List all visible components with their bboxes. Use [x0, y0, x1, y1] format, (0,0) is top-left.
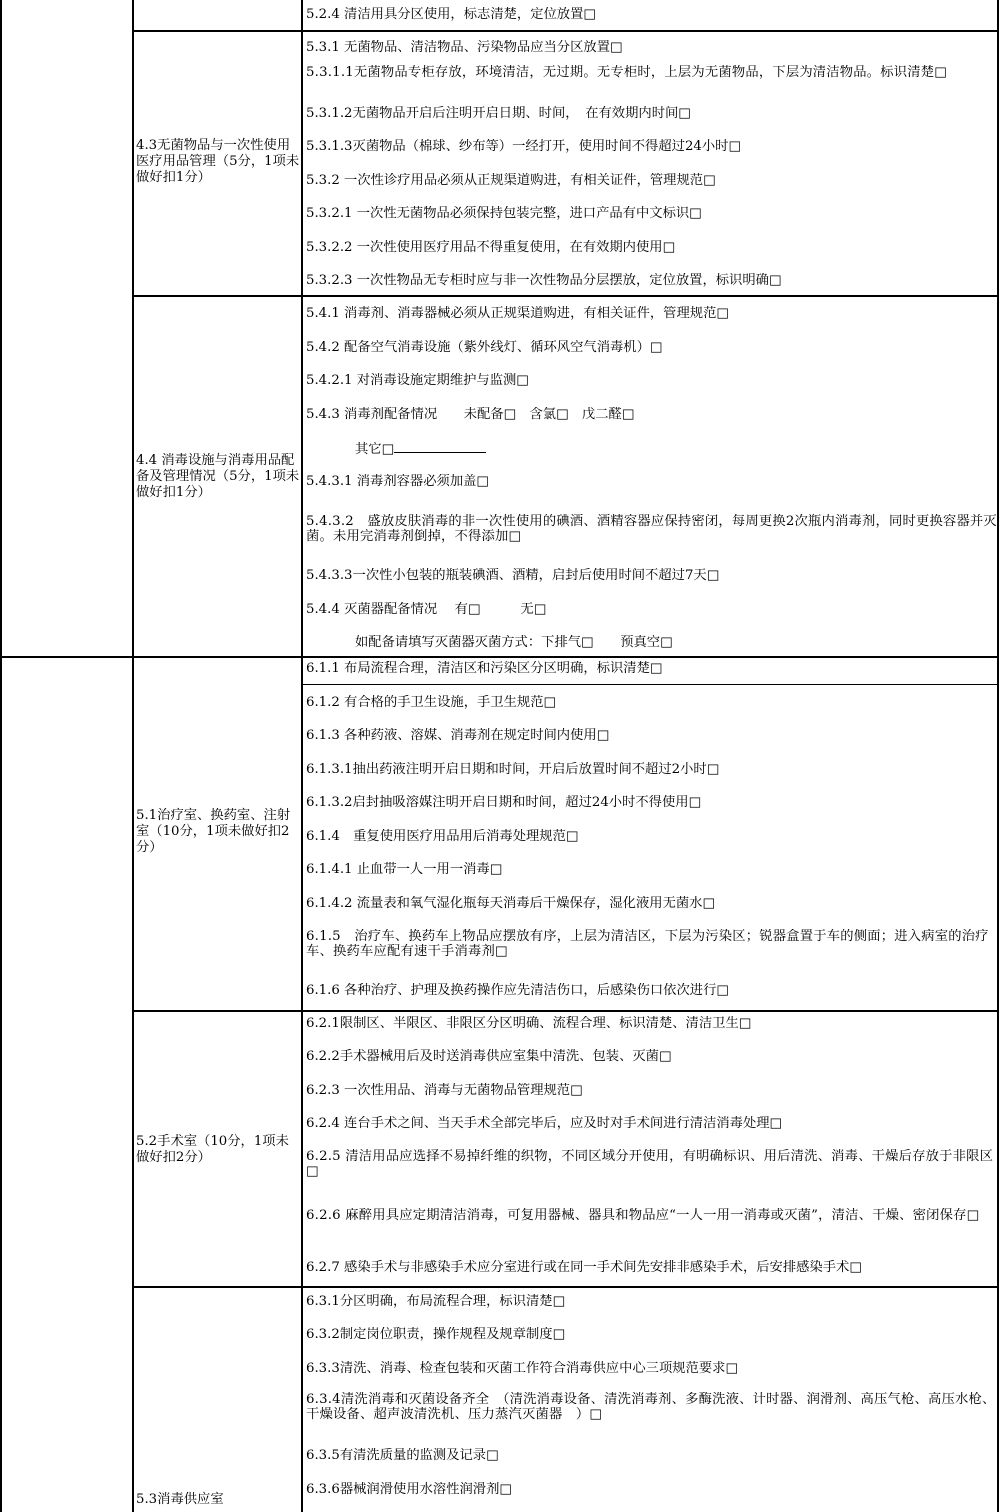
item-6-3-6: 6.3.6器械润滑使用水溶性润滑剂□ — [306, 1482, 512, 1497]
item-sterilizer-method: 如配备请填写灭菌器灭菌方式：下排气□ 预真空□ — [355, 635, 673, 650]
item-6-1-4: 6.1.4 重复使用医疗用品用后消毒处理规范□ — [306, 829, 579, 844]
section-divider — [0, 656, 999, 658]
item-6-1-1: 6.1.1 布局流程合理，清洁区和污染区分区明确，标识清楚□ — [306, 661, 663, 676]
item-6-2-6: 6.2.6 麻醉用具应定期清洁消毒，可复用器械、器具和物品应“一人一用一消毒或灭菌”，清洁、干燥、密闭保存□ — [306, 1208, 980, 1223]
item-5-4-3: 5.4.3 消毒剂配备情况 未配备□ 含氯□ 戊二醛□ — [306, 407, 635, 422]
item-6-2-1: 6.2.1限制区、半限区、非限区分区明确、流程合理、标识清楚、清洁卫生□ — [306, 1016, 752, 1031]
item-6-1-3-2: 6.1.3.2启封抽吸溶媒注明开启日期和时间，超过24小时不得使用□ — [306, 795, 702, 810]
item-5-4-2-1: 5.4.2.1 对消毒设施定期维护与监测□ — [306, 373, 529, 388]
section-divider — [132, 295, 999, 297]
item-6-2-5: 6.2.5 清洁用品应选择不易掉纤维的织物，不同区域分开使用，有明确标识、用后清洗、消毒、干燥后存放于非限区□ — [306, 1149, 994, 1179]
item-6-2-2: 6.2.2手术器械用后及时送消毒供应室集中清洗、包装、灭菌□ — [306, 1049, 672, 1064]
category-5-1: 5.1治疗室、换药室、注射室（10分，1项未做好扣2分） — [136, 808, 291, 855]
section-divider — [132, 1286, 999, 1288]
item-5-4-1: 5.4.1 消毒剂、消毒器械必须从正规渠道购进，有相关证件，管理规范□ — [306, 306, 729, 321]
category-4-3: 4.3无菌物品与一次性使用医疗用品管理（5分，1项未做好扣1分） — [136, 138, 300, 185]
item-6-2-3: 6.2.3 一次性用品、消毒与无菌物品管理规范□ — [306, 1083, 583, 1098]
item-6-2-4: 6.2.4 连台手术之间、当天手术全部完毕后，应及时对手术间进行清洁消毒处理□ — [306, 1116, 783, 1131]
other-label: 其它□ — [355, 442, 395, 457]
item-6-1-5: 6.1.5 治疗车、换药车上物品应摆放有序，上层为清洁区，下层为污染区；锐器盒置于车的侧面；进入病室的治疗车、换药车应配有速干手消毒剂□ — [306, 929, 989, 959]
category-4-4: 4.4 消毒设施与消毒用品配备及管理情况（5分，1项未做好扣1分） — [136, 453, 300, 500]
item-5-3-1-2: 5.3.1.2无菌物品开启后注明开启日期、时间， 在有效期内时间□ — [306, 106, 691, 121]
section-divider — [132, 1010, 999, 1012]
fill-in-blank[interactable] — [394, 440, 486, 453]
item-5-3-2-2: 5.3.2.2 一次性使用医疗用品不得重复使用，在有效期内使用□ — [306, 240, 676, 255]
item-6-3-5: 6.3.5有清洗质量的监测及记录□ — [306, 1448, 499, 1463]
row-divider — [301, 684, 999, 685]
item-6-1-2: 6.1.2 有合格的手卫生设施，手卫生规范□ — [306, 695, 557, 710]
item-5-4-3-2: 5.4.3.2 盛放皮肤消毒的非一次性使用的碘酒、酒精容器应保持密闭，每周更换2次瓶内消毒剂，同时更换容器并灭菌。未用完消毒剂倒掉，不得添加□ — [306, 514, 997, 544]
item-5-4-3-1: 5.4.3.1 消毒剂容器必须加盖□ — [306, 474, 489, 489]
item-6-1-4-1: 6.1.4.1 止血带一人一用一消毒□ — [306, 862, 503, 877]
item-5-3-2: 5.3.2 一次性诊疗用品必须从正规渠道购进，有相关证件，管理规范□ — [306, 173, 716, 188]
item-6-3-4: 6.3.4清洗消毒和灭菌设备齐全 （清洗消毒设备、清洗消毒剂、多酶洗液、计时器、润滑剂、高压气枪、高压水枪、干燥设备、超声波清洗机、压力蒸汽灭菌器 ）□ — [306, 1392, 996, 1422]
item-5-3-2-3: 5.3.2.3 一次性物品无专柜时应与非一次性物品分层摆放，定位放置，标识明确□ — [306, 273, 782, 288]
item-5-3-1-1: 5.3.1.1无菌物品专柜存放，环境清洁，无过期。无专柜时，上层为无菌物品，下层为清洁物品。标识清楚□ — [306, 65, 948, 80]
item-5-4-4: 5.4.4 灭菌器配备情况 有□ 无□ — [306, 602, 547, 617]
item-5-4-2: 5.4.2 配备空气消毒设施（紫外线灯、循环风空气消毒机）□ — [306, 340, 663, 355]
item-6-1-4-2: 6.1.4.2 流量表和氧气湿化瓶每天消毒后干燥保存，湿化液用无菌水□ — [306, 896, 716, 911]
item-6-2-7: 6.2.7 感染手术与非感染手术应分室进行或在同一手术间先安排非感染手术，后安排感染手术□ — [306, 1260, 862, 1275]
item-other-disinfectant — [355, 440, 755, 457]
item-6-1-6: 6.1.6 各种治疗、护理及换药操作应先清洁伤口，后感染伤口依次进行□ — [306, 983, 729, 998]
item-5-3-2-1: 5.3.2.1 一次性无菌物品必须保持包装完整，进口产品有中文标识□ — [306, 206, 702, 221]
item-5-4-3-3: 5.4.3.3一次性小包装的瓶装碘酒、酒精，启封后使用时间不超过7天□ — [306, 568, 720, 583]
category-5-2: 5.2手术室（10分，1项未做好扣2分） — [136, 1134, 289, 1165]
item-6-1-3-1: 6.1.3.1抽出药液注明开启日期和时间，开启后放置时间不超过2小时□ — [306, 762, 720, 777]
table-border-left — [0, 0, 2, 1512]
section-divider — [132, 30, 999, 32]
item-6-3-3: 6.3.3清洗、消毒、检查包装和灭菌工作符合消毒供应中心三项规范要求□ — [306, 1361, 739, 1376]
item-5-2-4: 5.2.4 清洁用具分区使用，标志清楚，定位放置□ — [306, 7, 596, 22]
item-6-3-1: 6.3.1分区明确，布局流程合理，标识清楚□ — [306, 1294, 566, 1309]
category-5-3: 5.3消毒供应室 — [136, 1492, 224, 1507]
item-5-3-1: 5.3.1 无菌物品、清洁物品、污染物品应当分区放置□ — [306, 40, 623, 55]
item-6-1-3: 6.1.3 各种药液、溶媒、消毒剂在规定时间内使用□ — [306, 728, 610, 743]
item-5-3-1-3: 5.3.1.3灭菌物品（棉球、纱布等）一经打开，使用时间不得超过24小时□ — [306, 139, 742, 154]
item-6-3-2: 6.3.2制定岗位职责，操作规程及规章制度□ — [306, 1327, 566, 1342]
